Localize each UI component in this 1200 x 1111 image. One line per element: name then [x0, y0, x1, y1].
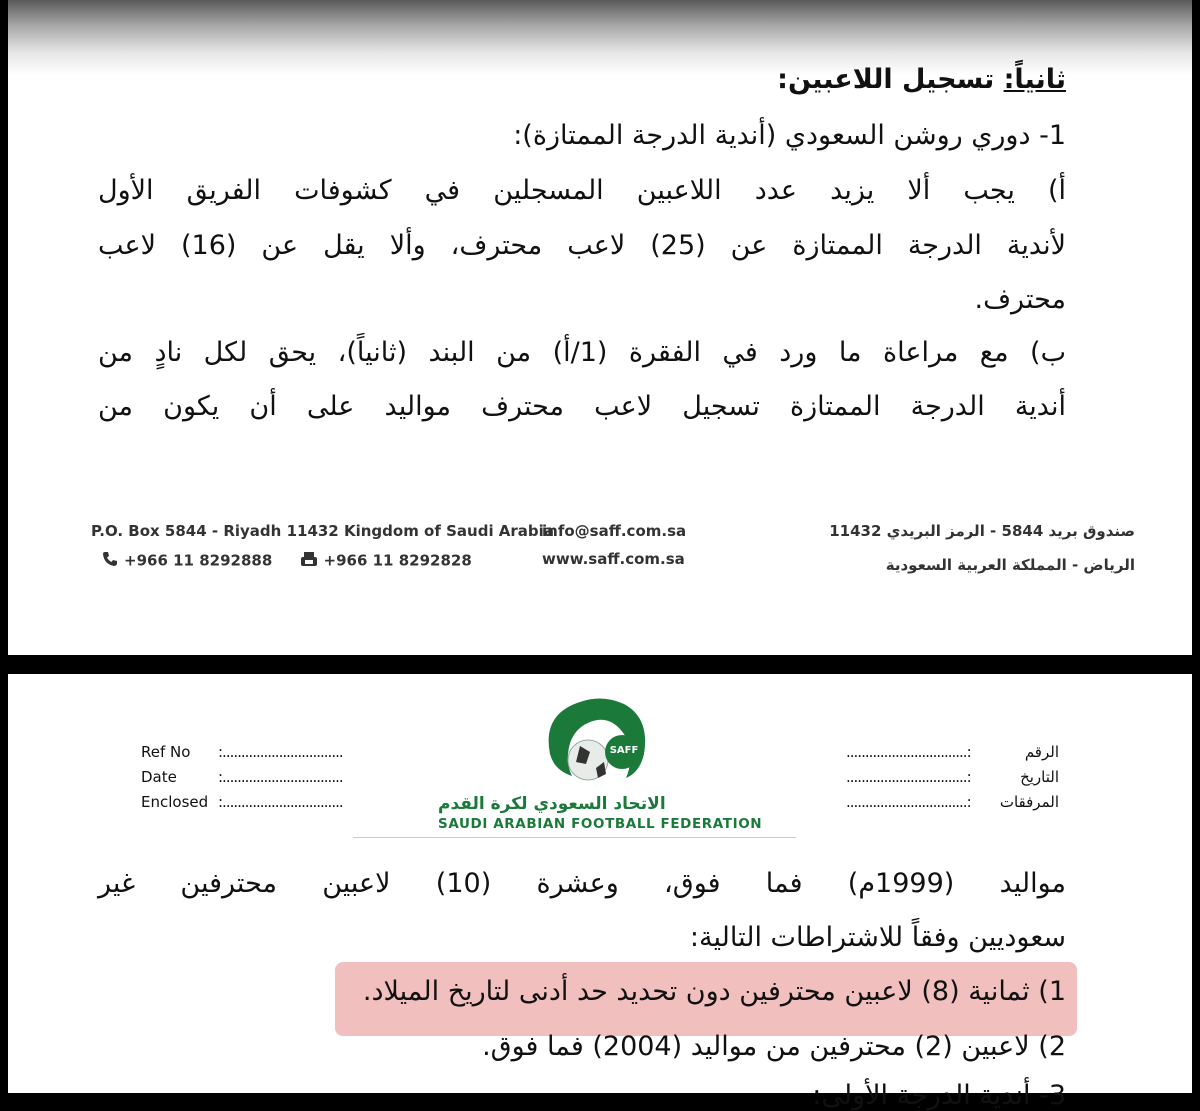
- footer-email: info@saff.com.sa: [542, 522, 687, 540]
- subheading: 1- دوري روشن السعودي (أندية الدرجة الممتازة):: [513, 120, 1066, 151]
- saff-logo: [540, 694, 652, 794]
- footer-contacts: [96, 551, 472, 571]
- para-b-line-2: أندية الدرجة الممتازة تسجيل لاعب محترف مواليد على أن يكون من: [98, 391, 1066, 422]
- para-a-line-1: أ) يجب ألا يزيد عدد اللاعبين المسجلين في كشوفات الفريق الأول: [98, 175, 1066, 206]
- body-line-1: مواليد (1999م) فما فوق، وعشرة (10) لاعبين محترفين غير: [98, 868, 1067, 899]
- document-page-1: [8, 0, 1192, 655]
- para-a-line-2: لأندية الدرجة الممتازة عن (25) لاعب محترف، وألا يقل عن (16) لاعب: [98, 230, 1066, 261]
- logo-name-ar: الاتحاد السعودي لكرة القدم: [438, 794, 666, 814]
- phone-icon: [102, 551, 118, 571]
- number-placeholder-ar: ................................:: [846, 743, 971, 761]
- number-label-ar: الرقم: [1024, 743, 1059, 761]
- body-line-3-highlighted: 1) ثمانية (8) لاعبين محترفين دون تحديد حد أدنى لتاريخ الميلاد.: [362, 976, 1066, 1007]
- date-label: Date: [141, 768, 177, 786]
- document-page-2: [8, 674, 1192, 1111]
- footer-fax: +966 11 8292828: [323, 551, 472, 570]
- fax-icon: [300, 551, 318, 571]
- footer-address-ar-1: صندوق بريد 5844 - الرمز البريدي 11432: [829, 522, 1135, 540]
- date-label-ar: التاريخ: [1020, 768, 1059, 786]
- para-b-line-1: ب) مع مراعاة ما ورد في الفقرة (1/أ) من البند (ثانياً)، يحق لكل نادٍ من: [98, 337, 1066, 368]
- footer-address-ar-2: الرياض - المملكة العربية السعودية: [885, 556, 1135, 574]
- logo-name-en: SAUDI ARABIAN FOOTBALL FEDERATION: [438, 816, 763, 832]
- attachments-label-ar: المرفقات: [999, 793, 1059, 811]
- enclosed-label: Enclosed: [141, 793, 209, 811]
- date-placeholder: :................................: [218, 768, 343, 786]
- footer-address-en: P.O. Box 5844 - Riyadh 11432 Kingdom of Saudi Arabia: [91, 522, 554, 540]
- body-line-5-cut: 3- أندية الدرجة الأولى:: [812, 1080, 1066, 1111]
- enclosed-placeholder: :................................: [218, 793, 343, 811]
- saff-badge-text: SAFF: [609, 745, 639, 756]
- heading-prefix: ثانياً:: [1003, 64, 1066, 95]
- footer-phone: +966 11 8292888: [124, 551, 273, 570]
- ref-no-label: Ref No: [141, 743, 191, 761]
- section-heading: [777, 64, 1066, 95]
- para-a-line-3: محترف.: [974, 284, 1066, 315]
- body-line-2: سعوديين وفقاً للاشتراطات التالية:: [689, 922, 1066, 953]
- logo-divider: [353, 837, 796, 838]
- ref-no-placeholder: :................................: [218, 743, 343, 761]
- footer-website: www.saff.com.sa: [542, 550, 685, 568]
- body-line-4: 2) لاعبين (2) محترفين من مواليد (2004) فما فوق.: [482, 1031, 1066, 1062]
- heading-title: تسجيل اللاعبين:: [777, 64, 1004, 95]
- attachments-placeholder-ar: ................................:: [846, 793, 971, 811]
- date-placeholder-ar: ................................:: [846, 768, 971, 786]
